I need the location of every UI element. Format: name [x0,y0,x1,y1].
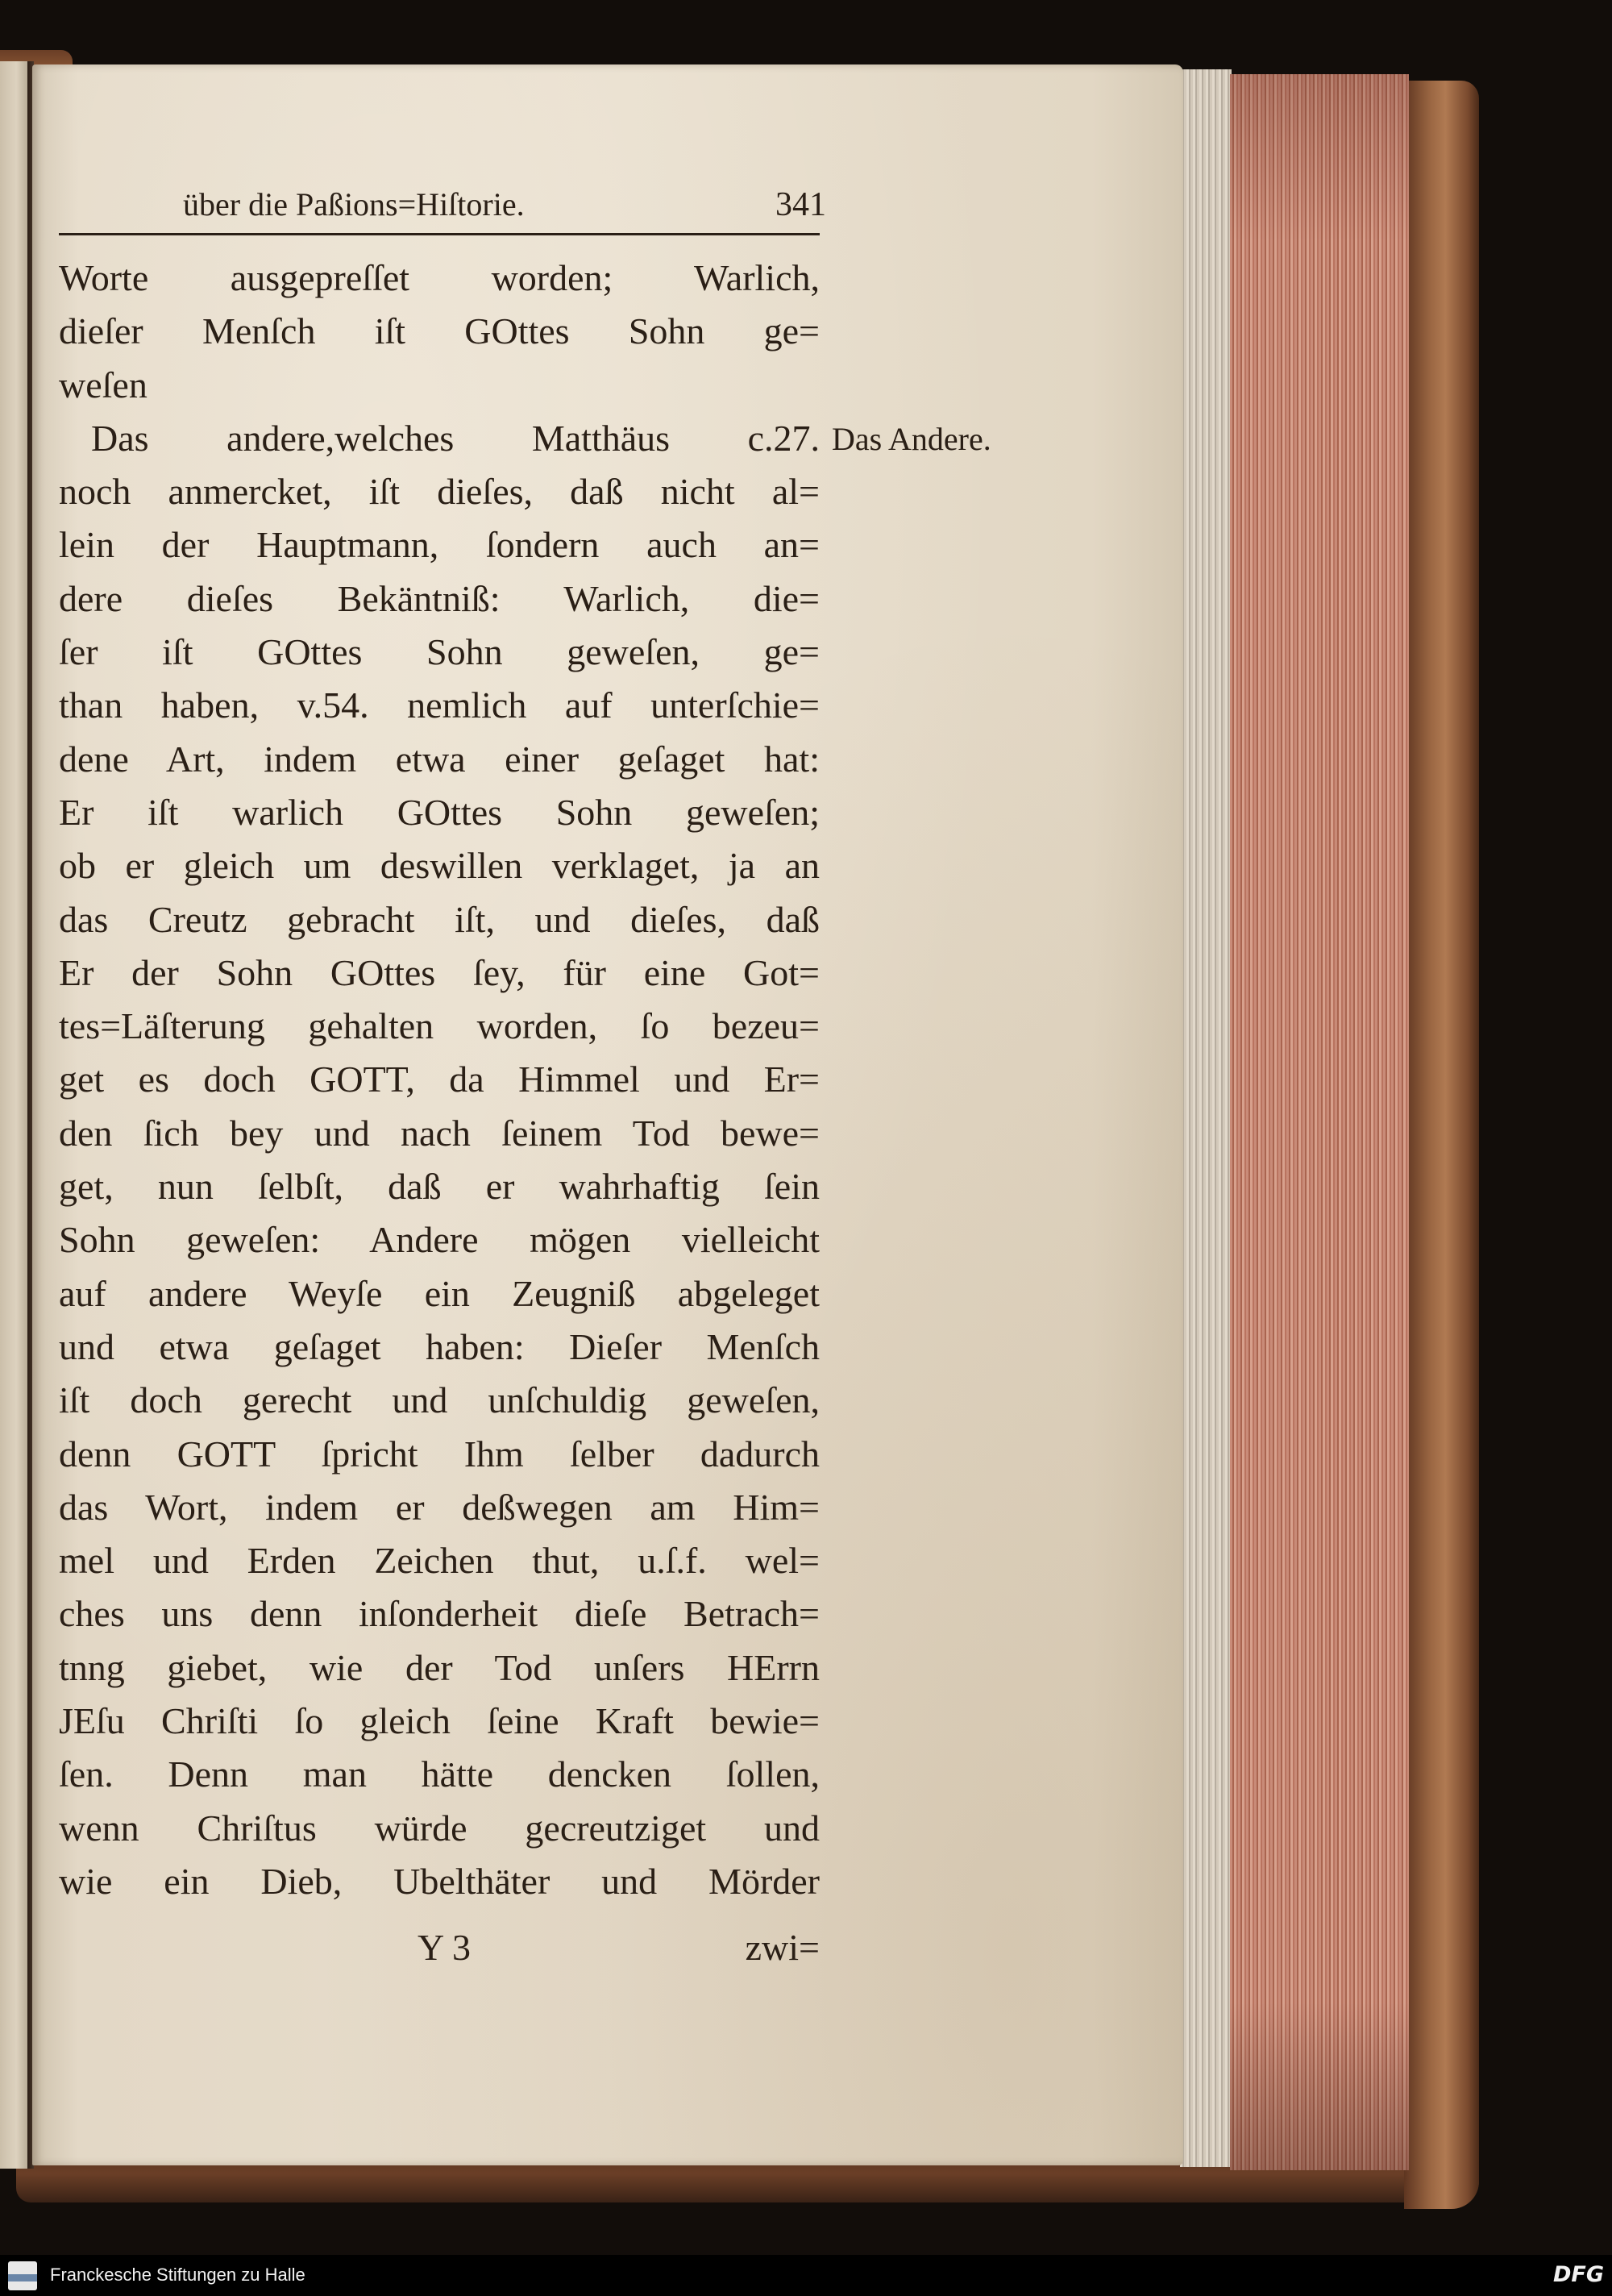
header-rule [59,233,820,235]
page-number: 341 [775,186,826,223]
text-line: das Creutz gebracht iſt, und dieſes, daß [59,898,820,940]
dfg-logo: DFG [1552,2262,1604,2287]
text-line: ſer iſt GOttes Sohn geweſen, ge= [59,631,820,673]
text-line: mel und Erden Zeichen thut, u.ſ.f. wel= [59,1540,820,1582]
body-text [59,252,820,1908]
text-line: ſen. Denn man hätte dencken ſollen, [59,1753,820,1795]
text-line: Das andere,welches Matthäus c.27. [91,417,820,459]
running-head: über die Paßions=Hiſtorie. [183,186,525,223]
catchword: zwi= [745,1927,820,1968]
signature-mark: Y 3 [418,1927,472,1968]
text-line: iſt doch gerecht und unſchuldig geweſen, [59,1379,820,1421]
text-line: wenn Chriſtus würde gecreutziget und [59,1807,820,1849]
text-line: ob er gleich um deswillen verklaget, ja an [59,845,820,887]
facing-page-edge [0,61,27,2169]
text-line: Er iſt warlich GOttes Sohn geweſen; [59,791,820,833]
text-line: tnng giebet, wie der Tod unſers HErrn [59,1646,820,1688]
text-line: tes=Läſterung gehalten worden, ſo bezeu= [59,1005,820,1047]
text-line: dere dieſes Bekäntniß: Warlich, die= [59,577,820,619]
book-page [32,64,1183,2165]
red-fore-edge [1230,74,1409,2170]
text-line: das Wort, indem er deßwegen am Him= [59,1486,820,1528]
institution-name: Franckesche Stiftungen zu Halle [50,2265,305,2285]
text-line: JEſu Chriſti ſo gleich ſeine Kraft bewie= [59,1700,820,1742]
text-line: auf andere Weyſe ein Zeugniß abgeleget [59,1272,820,1314]
text-line: than haben, v.54. nemlich auf unterſchie= [59,684,820,726]
text-line: noch anmercket, iſt dieſes, daß nicht al= [59,471,820,513]
text-line: dieſer Menſch iſt GOttes Sohn ge= [59,310,820,352]
text-line: Sohn geweſen: Andere mögen vielleicht [59,1219,820,1261]
text-line: dene Art, indem etwa einer geſaget hat: [59,738,820,780]
viewer-footer-bar [0,2255,1612,2296]
text-line: get, nun ſelbſt, daß er wahrhaftig ſein [59,1166,820,1208]
text-line: get es doch GOTT, da Himmel und Er= [59,1059,820,1100]
text-line: weſen [59,364,147,406]
text-line: den ſich bey und nach ſeinem Tod bewe= [59,1112,820,1154]
margin-note: Das Andere. [832,421,991,457]
text-line: und etwa geſaget haben: Dieſer Menſch [59,1325,820,1367]
book-cover-right-edge [1404,81,1479,2209]
text-line: Er der Sohn GOttes ſey, für eine Got= [59,951,820,993]
institution-logo-icon [8,2261,37,2290]
text-line: ches uns denn inſonderheit dieſe Betrach= [59,1593,820,1635]
text-line: Worte ausgepreſſet worden; Warlich, [59,257,820,298]
page-block-edge [1180,69,1232,2167]
text-line: lein der Hauptmann, ſondern auch an= [59,524,820,566]
text-line: denn GOTT ſpricht Ihm ſelber dadurch [59,1433,820,1475]
text-line: wie ein Dieb, Ubelthäter und Mörder [59,1860,820,1902]
